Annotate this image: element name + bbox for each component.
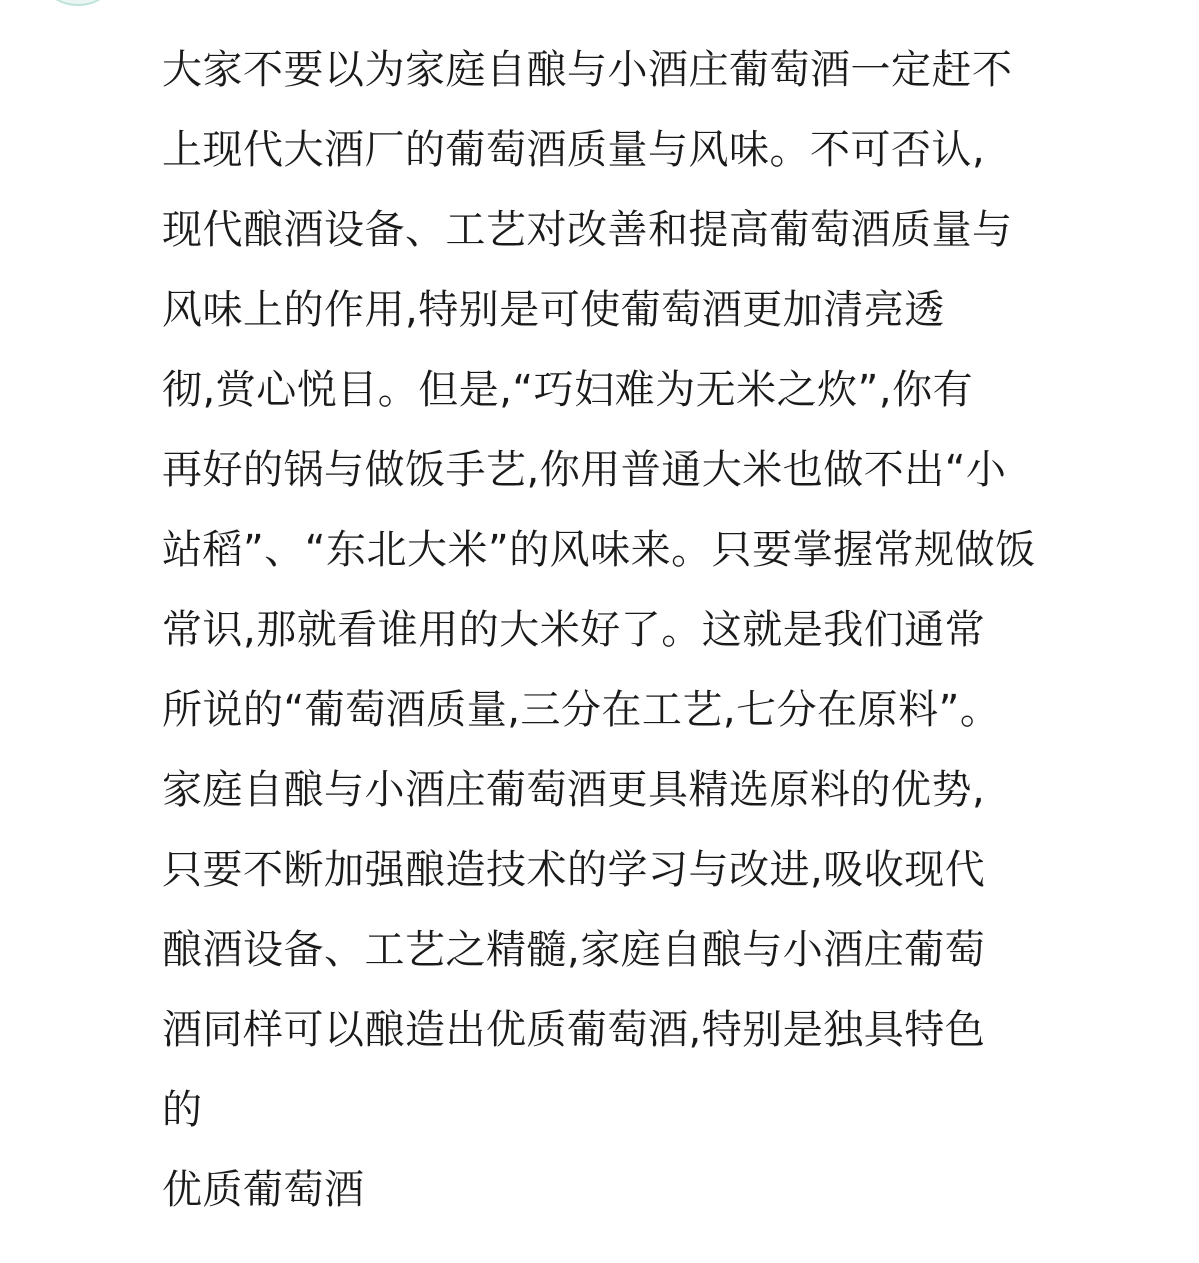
- post-text-line: 家庭自酿与小酒庄葡萄酒更具精选原料的优势,: [162, 767, 986, 813]
- post-text-line: 常识,那就看谁用的大米好了。这就是我们通常: [162, 607, 986, 653]
- post-text-line: 站稻”、“东北大米”的风味来。只要掌握常规做饭: [162, 527, 1036, 573]
- post-text-line: 再好的锅与做饭手艺,你用普通大米也做不出“小: [162, 447, 1007, 493]
- post-body: [162, 30, 1172, 1230]
- post-text-line: 现代酿酒设备、工艺对改善和提高葡萄酒质量与: [162, 207, 1013, 253]
- post-text-line: 只要不断加强酿造技术的学习与改进,吸收现代: [162, 847, 986, 893]
- post-text-line: 上现代大酒厂的葡萄酒质量与风味。不可否认,: [162, 127, 986, 173]
- post-text-line: 大家不要以为家庭自酿与小酒庄葡萄酒一定赶不: [162, 47, 1013, 93]
- post-text-line: 彻,赏心悦目。但是,“巧妇难为无米之炊”,你有: [162, 367, 974, 413]
- post-text-line: 酒同样可以酿造出优质葡萄酒,特别是独具特色: [162, 1007, 986, 1053]
- avatar[interactable]: [45, 0, 111, 6]
- post-text-line: 优质葡萄酒: [162, 1167, 365, 1213]
- post-text-line: 酿酒设备、工艺之精髓,家庭自酿与小酒庄葡萄: [162, 927, 986, 973]
- post-text-line: 的: [162, 1087, 203, 1133]
- post-text-line: 所说的“葡萄酒质量,三分在工艺,七分在原料”。: [162, 687, 1001, 733]
- post-text-line: 风味上的作用,特别是可使葡萄酒更加清亮透: [162, 287, 945, 333]
